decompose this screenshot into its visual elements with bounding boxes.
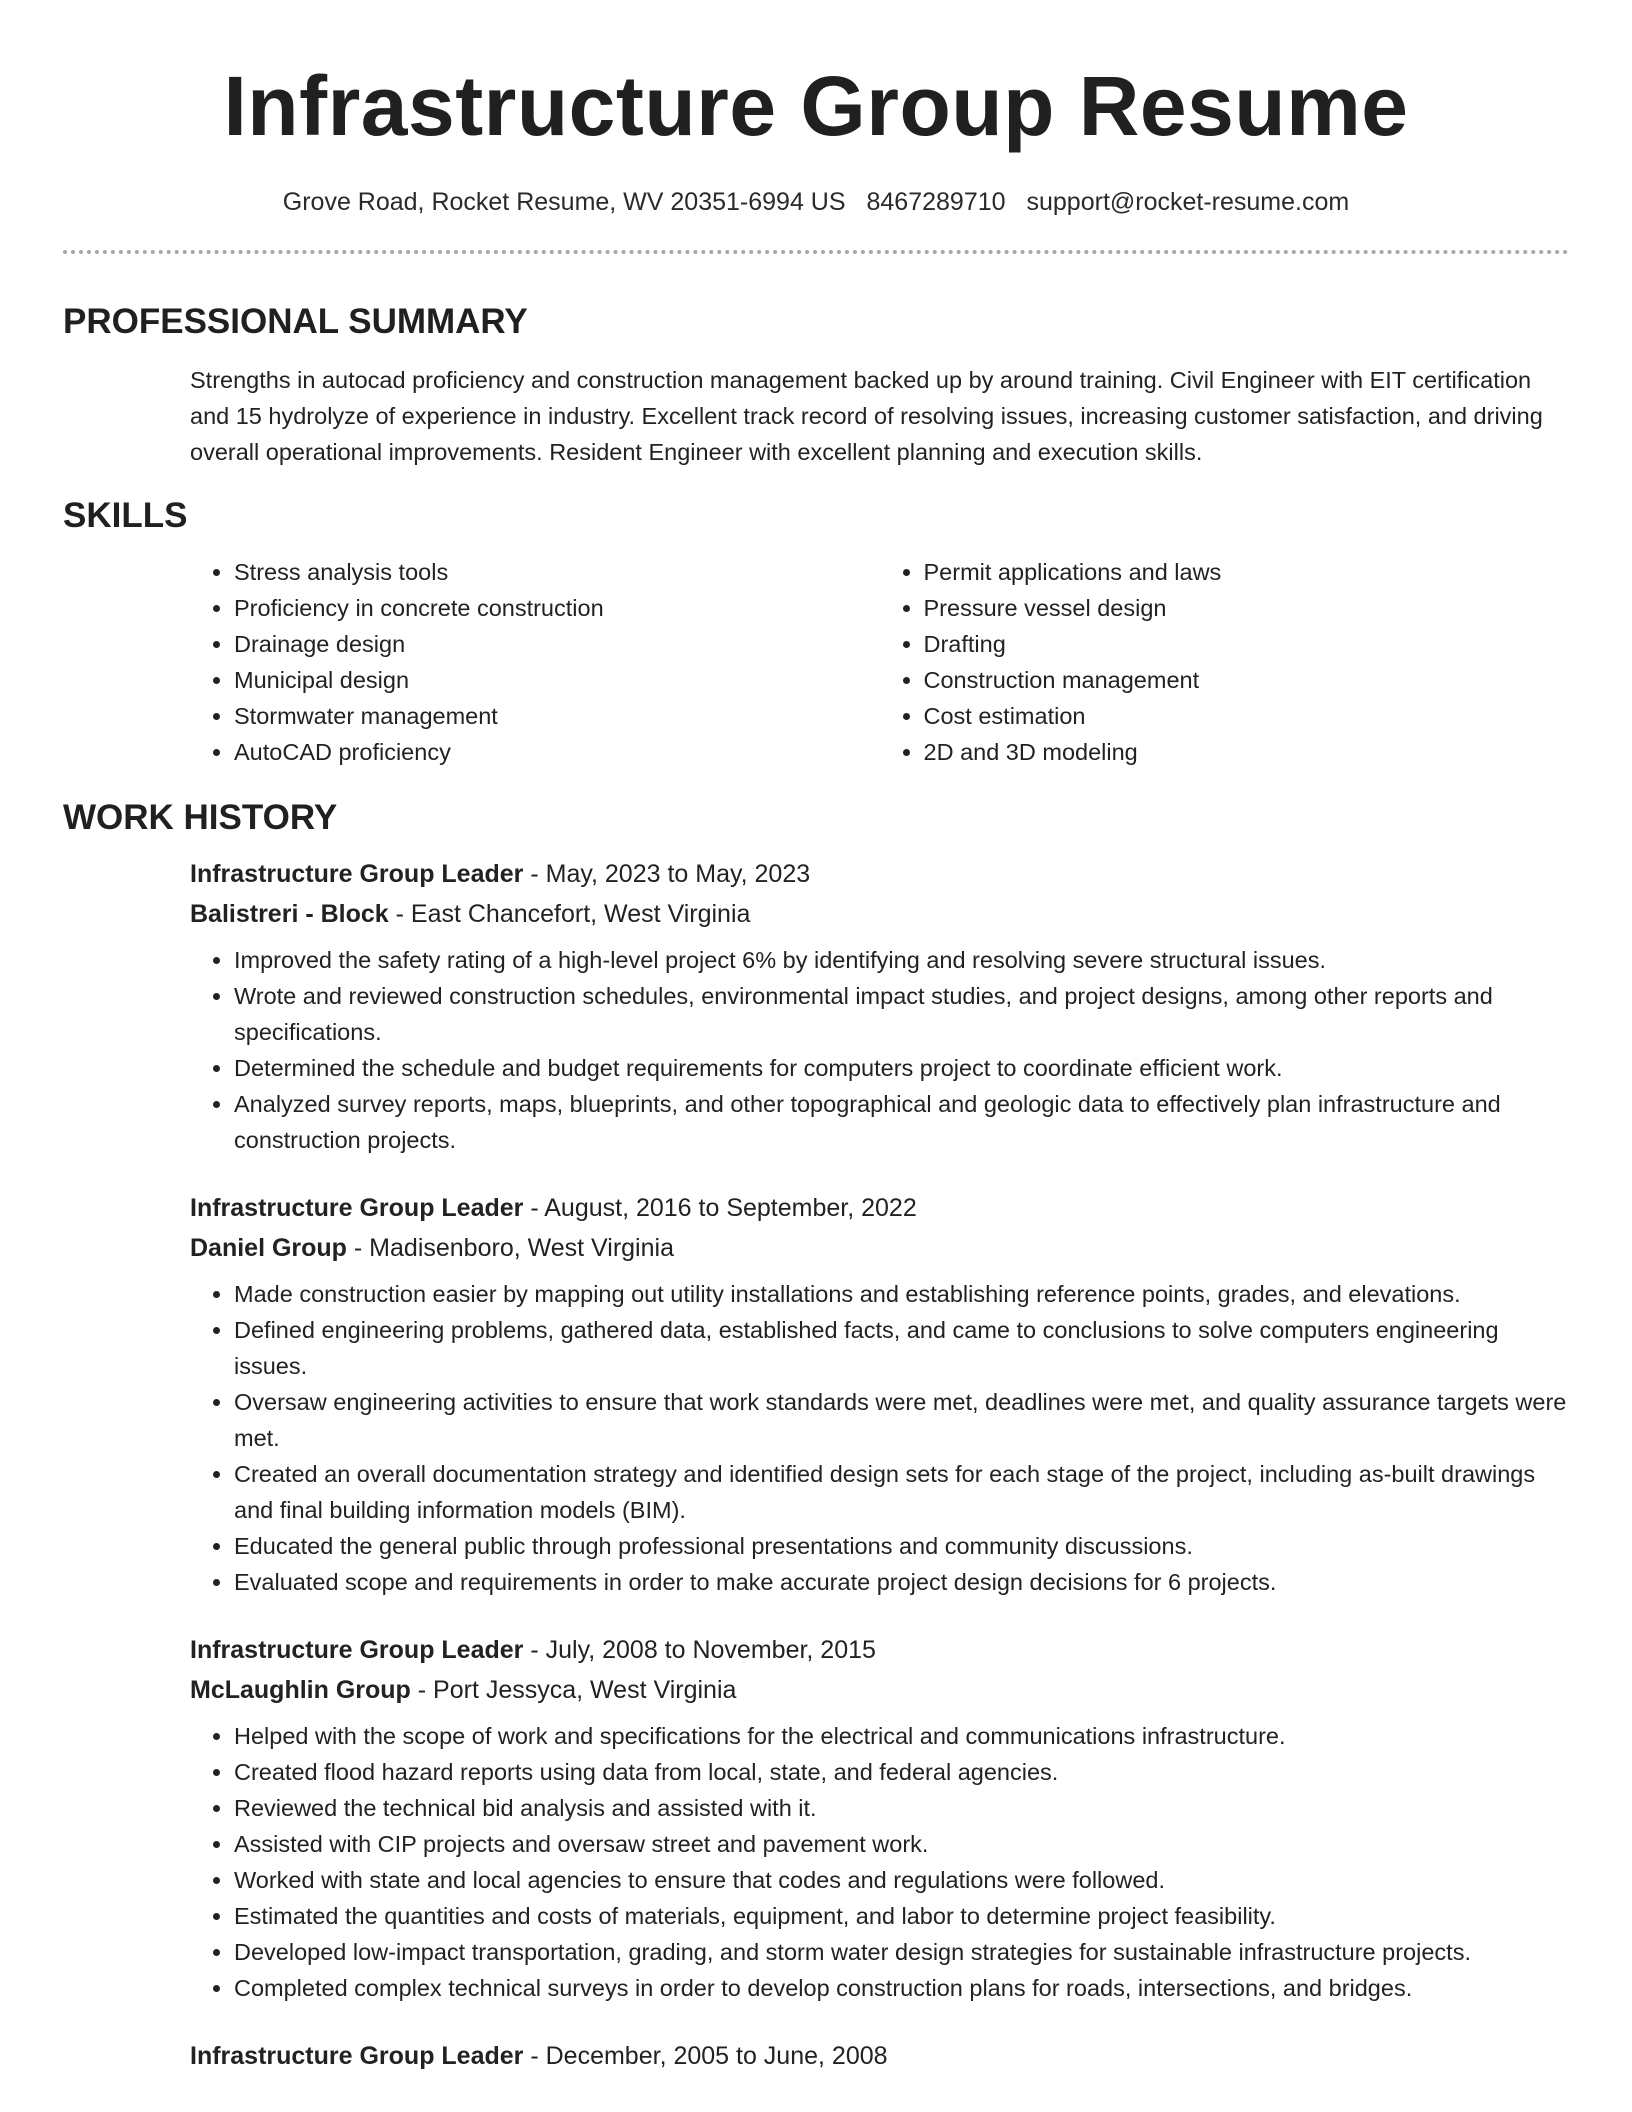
job-bullet: • Worked with state and local agencies to ensure that codes and regulations were followed. [234, 1862, 1569, 1898]
job-bullet: • Developed low-impact transportation, grading, and storm water design strategies for sustainable infrastructure projects. [234, 1934, 1569, 1970]
job-bullet: • Created flood hazard reports using data from local, state, and federal agencies. [234, 1754, 1569, 1790]
job-role: Infrastructure Group Leader [190, 2042, 524, 2070]
job-entry [190, 1630, 1569, 2006]
resume-title: Infrastructure Group Resume [223, 59, 1409, 153]
address-text: Grove Road, Rocket Resume, WV 20351-6994 US [282, 188, 846, 216]
job-entry [190, 1188, 1569, 1600]
skill-item: • Cost estimation [924, 698, 1570, 734]
job-bullet: • Determined the schedule and budget requirements for computers project to coordinate efficient work. [234, 1050, 1569, 1086]
skills-section [0, 494, 1632, 770]
job-bullet: • Assisted with CIP projects and oversaw street and pavement work. [234, 1826, 1569, 1862]
job-role: Infrastructure Group Leader [190, 1636, 524, 1664]
job-company-line [190, 1228, 1569, 1268]
job-title-line [190, 1188, 1569, 1228]
job-bullet-list [190, 1276, 1569, 1600]
job-title-line [190, 854, 1569, 894]
job-bullet-list [190, 1718, 1569, 2006]
job-location: - East Chancefort, West Virginia [388, 900, 751, 928]
summary-heading: PROFESSIONAL SUMMARY [63, 302, 528, 341]
job-title-line [190, 2036, 1569, 2076]
job-bullet: • Improved the safety rating of a high-level project 6% by identifying and resolving severe structural issues. [234, 942, 1569, 978]
job-company: Balistreri - Block [190, 900, 389, 928]
job-bullet: • Estimated the quantities and costs of materials, equipment, and labor to determine project feasibility. [234, 1898, 1569, 1934]
job-dates: - July, 2008 to November, 2015 [523, 1636, 876, 1664]
job-role: Infrastructure Group Leader [190, 860, 524, 888]
skill-item: • Drafting [924, 626, 1570, 662]
header-divider [63, 250, 1569, 254]
skill-item: • Drainage design [234, 626, 880, 662]
job-role: Infrastructure Group Leader [190, 1194, 524, 1222]
job-location: - Madisenboro, West Virginia [346, 1234, 674, 1262]
skill-item: • Municipal design [234, 662, 880, 698]
summary-section [0, 300, 1632, 470]
job-bullet: • Wrote and reviewed construction schedules, environmental impact studies, and project designs, among other reports and specifications. [234, 978, 1569, 1050]
job-bullet: • Evaluated scope and requirements in order to make accurate project design decisions for 6 projects. [234, 1564, 1569, 1600]
contact-line [0, 186, 1632, 218]
job-entry [190, 2036, 1569, 2076]
work-section [0, 796, 1632, 2076]
job-title-line [190, 1630, 1569, 1670]
job-bullet: • Educated the general public through professional presentations and community discussions. [234, 1528, 1569, 1564]
job-company: McLaughlin Group [190, 1676, 411, 1704]
job-dates: - December, 2005 to June, 2008 [523, 2042, 888, 2070]
job-dates: - August, 2016 to September, 2022 [523, 1194, 917, 1222]
job-company-line [190, 894, 1569, 934]
skill-item: • Pressure vessel design [924, 590, 1570, 626]
summary-text: Strengths in autocad proficiency and construction management backed up by around training. Civil Engineer with EIT certification and 15 hydrolyze of experience in industry. Excellent track record of resolving issues, increasing customer satisfaction, and driving overall operational improvements. Resident Engineer with excellent planning and execution skills. [190, 367, 1543, 465]
skill-item: • 2D and 3D modeling [924, 734, 1570, 770]
skills-list-right [880, 554, 1570, 770]
skill-item: • AutoCAD proficiency [234, 734, 880, 770]
job-entry [190, 854, 1569, 1158]
job-dates: - May, 2023 to May, 2023 [523, 860, 811, 888]
job-bullet: • Completed complex technical surveys in order to develop construction plans for roads, intersections, and bridges. [234, 1970, 1569, 2006]
job-bullet: • Helped with the scope of work and specifications for the electrical and communications infrastructure. [234, 1718, 1569, 1754]
job-company-line [190, 1670, 1569, 1710]
job-bullet-list [190, 942, 1569, 1158]
job-bullet: • Defined engineering problems, gathered data, established facts, and came to conclusions to solve computers engineering issues. [234, 1312, 1569, 1384]
skill-item: • Permit applications and laws [924, 554, 1570, 590]
skill-item: • Stormwater management [234, 698, 880, 734]
skills-list-left [190, 554, 880, 770]
job-bullet: • Created an overall documentation strategy and identified design sets for each stage of the project, including as-built drawings and final building information models (BIM). [234, 1456, 1569, 1528]
job-bullet: • Oversaw engineering activities to ensure that work standards were met, deadlines were met, and quality assurance targets were met. [234, 1384, 1569, 1456]
skills-heading: SKILLS [63, 496, 188, 535]
job-bullet: • Made construction easier by mapping out utility installations and establishing reference points, grades, and elevations. [234, 1276, 1569, 1312]
phone-text: 8467289710 [866, 188, 1006, 216]
job-bullet: • Reviewed the technical bid analysis and assisted with it. [234, 1790, 1569, 1826]
job-company: Daniel Group [190, 1234, 347, 1262]
job-location: - Port Jessyca, West Virginia [410, 1676, 737, 1704]
email-link[interactable]: support@rocket-resume.com [1026, 188, 1350, 216]
job-bullet: • Analyzed survey reports, maps, blueprints, and other topographical and geologic data to effectively plan infrastructure and construction projects. [234, 1086, 1569, 1158]
skills-columns [190, 554, 1569, 770]
skill-item: • Construction management [924, 662, 1570, 698]
skill-item: • Stress analysis tools [234, 554, 880, 590]
work-heading: WORK HISTORY [63, 798, 338, 837]
skill-item: • Proficiency in concrete construction [234, 590, 880, 626]
